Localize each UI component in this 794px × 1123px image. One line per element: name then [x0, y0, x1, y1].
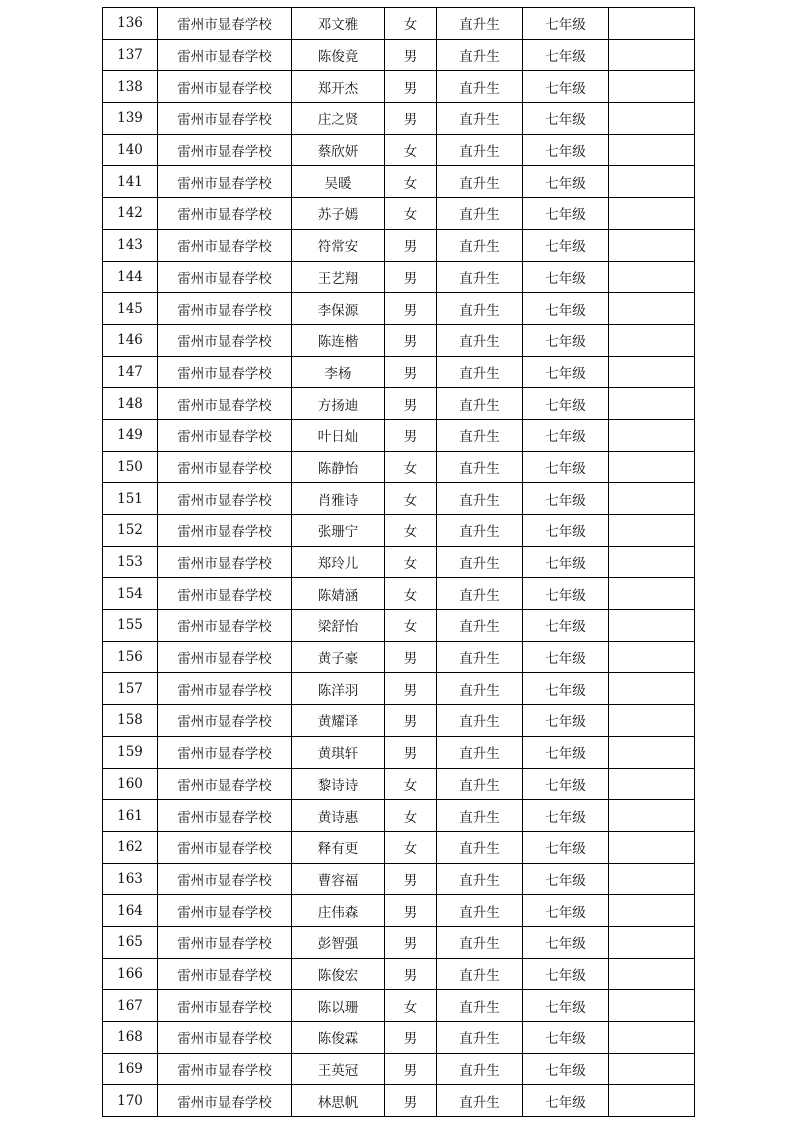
student-name-cell: 李杨 — [292, 356, 385, 388]
gender-cell: 女 — [385, 546, 437, 578]
row-number-cell: 160 — [103, 768, 158, 800]
admission-type-cell: 直升生 — [437, 705, 523, 737]
grade-cell: 七年级 — [523, 990, 609, 1022]
school-cell: 雷州市显春学校 — [158, 324, 292, 356]
admission-type-cell: 直升生 — [437, 8, 523, 40]
gender-cell: 女 — [385, 768, 437, 800]
note-cell — [609, 388, 695, 420]
table-row — [103, 71, 695, 103]
student-name-cell: 陈以珊 — [292, 990, 385, 1022]
admission-type-cell: 直升生 — [437, 800, 523, 832]
student-name-cell: 彭智强 — [292, 926, 385, 958]
gender-cell: 男 — [385, 261, 437, 293]
student-name-cell: 邓文雅 — [292, 8, 385, 40]
table-row — [103, 324, 695, 356]
gender-cell: 男 — [385, 71, 437, 103]
gender-cell: 男 — [385, 103, 437, 135]
school-cell: 雷州市显春学校 — [158, 641, 292, 673]
admission-type-cell: 直升生 — [437, 1053, 523, 1085]
gender-cell: 男 — [385, 673, 437, 705]
gender-cell: 男 — [385, 895, 437, 927]
school-cell: 雷州市显春学校 — [158, 388, 292, 420]
table-row — [103, 198, 695, 230]
gender-cell: 女 — [385, 134, 437, 166]
student-name-cell: 释有更 — [292, 831, 385, 863]
row-number-cell: 159 — [103, 736, 158, 768]
grade-cell: 七年级 — [523, 641, 609, 673]
school-cell: 雷州市显春学校 — [158, 800, 292, 832]
grade-cell: 七年级 — [523, 8, 609, 40]
school-cell: 雷州市显春学校 — [158, 1022, 292, 1054]
admission-type-cell: 直升生 — [437, 1022, 523, 1054]
gender-cell: 男 — [385, 641, 437, 673]
row-number-cell: 140 — [103, 134, 158, 166]
admission-type-cell: 直升生 — [437, 958, 523, 990]
student-roster-table — [102, 7, 695, 1117]
grade-cell: 七年级 — [523, 578, 609, 610]
gender-cell: 女 — [385, 610, 437, 642]
school-cell: 雷州市显春学校 — [158, 198, 292, 230]
row-number-cell: 147 — [103, 356, 158, 388]
gender-cell: 男 — [385, 388, 437, 420]
admission-type-cell: 直升生 — [437, 736, 523, 768]
note-cell — [609, 673, 695, 705]
note-cell — [609, 419, 695, 451]
student-name-cell: 黄子豪 — [292, 641, 385, 673]
row-number-cell: 151 — [103, 483, 158, 515]
grade-cell: 七年级 — [523, 419, 609, 451]
student-name-cell: 陈俊竟 — [292, 39, 385, 71]
grade-cell: 七年级 — [523, 768, 609, 800]
table-row — [103, 958, 695, 990]
grade-cell: 七年级 — [523, 863, 609, 895]
row-number-cell: 152 — [103, 515, 158, 547]
note-cell — [609, 166, 695, 198]
school-cell: 雷州市显春学校 — [158, 8, 292, 40]
student-name-cell: 肖雅诗 — [292, 483, 385, 515]
admission-type-cell: 直升生 — [437, 768, 523, 800]
student-name-cell: 张珊宁 — [292, 515, 385, 547]
student-name-cell: 蔡欣妍 — [292, 134, 385, 166]
table-row — [103, 546, 695, 578]
grade-cell: 七年级 — [523, 958, 609, 990]
school-cell: 雷州市显春学校 — [158, 926, 292, 958]
school-cell: 雷州市显春学校 — [158, 1085, 292, 1117]
school-cell: 雷州市显春学校 — [158, 261, 292, 293]
grade-cell: 七年级 — [523, 483, 609, 515]
gender-cell: 女 — [385, 990, 437, 1022]
row-number-cell: 167 — [103, 990, 158, 1022]
row-number-cell: 145 — [103, 293, 158, 325]
admission-type-cell: 直升生 — [437, 926, 523, 958]
table-row — [103, 1085, 695, 1117]
table-row — [103, 8, 695, 40]
gender-cell: 男 — [385, 705, 437, 737]
student-name-cell: 陈静怡 — [292, 451, 385, 483]
school-cell: 雷州市显春学校 — [158, 71, 292, 103]
school-cell: 雷州市显春学校 — [158, 229, 292, 261]
note-cell — [609, 324, 695, 356]
note-cell — [609, 768, 695, 800]
admission-type-cell: 直升生 — [437, 990, 523, 1022]
school-cell: 雷州市显春学校 — [158, 419, 292, 451]
admission-type-cell: 直升生 — [437, 578, 523, 610]
table-row — [103, 166, 695, 198]
note-cell — [609, 261, 695, 293]
student-name-cell: 黄耀译 — [292, 705, 385, 737]
gender-cell: 男 — [385, 39, 437, 71]
student-name-cell: 陈连楷 — [292, 324, 385, 356]
row-number-cell: 141 — [103, 166, 158, 198]
note-cell — [609, 895, 695, 927]
grade-cell: 七年级 — [523, 610, 609, 642]
gender-cell: 女 — [385, 800, 437, 832]
note-cell — [609, 134, 695, 166]
table-row — [103, 831, 695, 863]
student-name-cell: 吴暖 — [292, 166, 385, 198]
table-row — [103, 863, 695, 895]
row-number-cell: 164 — [103, 895, 158, 927]
school-cell: 雷州市显春学校 — [158, 831, 292, 863]
note-cell — [609, 229, 695, 261]
gender-cell: 女 — [385, 515, 437, 547]
roster-body — [103, 8, 695, 1117]
gender-cell: 男 — [385, 736, 437, 768]
student-name-cell: 庄之贤 — [292, 103, 385, 135]
row-number-cell: 137 — [103, 39, 158, 71]
grade-cell: 七年级 — [523, 1053, 609, 1085]
row-number-cell: 142 — [103, 198, 158, 230]
grade-cell: 七年级 — [523, 388, 609, 420]
row-number-cell: 154 — [103, 578, 158, 610]
note-cell — [609, 103, 695, 135]
table-row — [103, 483, 695, 515]
note-cell — [609, 641, 695, 673]
grade-cell: 七年级 — [523, 800, 609, 832]
gender-cell: 男 — [385, 356, 437, 388]
note-cell — [609, 578, 695, 610]
school-cell: 雷州市显春学校 — [158, 990, 292, 1022]
grade-cell: 七年级 — [523, 103, 609, 135]
student-name-cell: 李保源 — [292, 293, 385, 325]
grade-cell: 七年级 — [523, 39, 609, 71]
row-number-cell: 166 — [103, 958, 158, 990]
student-name-cell: 郑玲儿 — [292, 546, 385, 578]
row-number-cell: 169 — [103, 1053, 158, 1085]
student-name-cell: 叶日灿 — [292, 419, 385, 451]
row-number-cell: 158 — [103, 705, 158, 737]
grade-cell: 七年级 — [523, 134, 609, 166]
note-cell — [609, 515, 695, 547]
note-cell — [609, 546, 695, 578]
school-cell: 雷州市显春学校 — [158, 736, 292, 768]
note-cell — [609, 705, 695, 737]
grade-cell: 七年级 — [523, 546, 609, 578]
admission-type-cell: 直升生 — [437, 863, 523, 895]
grade-cell: 七年级 — [523, 831, 609, 863]
table-row — [103, 103, 695, 135]
gender-cell: 男 — [385, 1022, 437, 1054]
school-cell: 雷州市显春学校 — [158, 546, 292, 578]
admission-type-cell: 直升生 — [437, 166, 523, 198]
admission-type-cell: 直升生 — [437, 261, 523, 293]
grade-cell: 七年级 — [523, 895, 609, 927]
student-name-cell: 陈婧涵 — [292, 578, 385, 610]
table-row — [103, 800, 695, 832]
admission-type-cell: 直升生 — [437, 419, 523, 451]
grade-cell: 七年级 — [523, 71, 609, 103]
table-row — [103, 293, 695, 325]
school-cell: 雷州市显春学校 — [158, 863, 292, 895]
school-cell: 雷州市显春学校 — [158, 293, 292, 325]
table-row — [103, 419, 695, 451]
school-cell: 雷州市显春学校 — [158, 515, 292, 547]
gender-cell: 男 — [385, 229, 437, 261]
student-name-cell: 陈洋羽 — [292, 673, 385, 705]
note-cell — [609, 8, 695, 40]
gender-cell: 男 — [385, 293, 437, 325]
admission-type-cell: 直升生 — [437, 39, 523, 71]
table-row — [103, 926, 695, 958]
school-cell: 雷州市显春学校 — [158, 451, 292, 483]
gender-cell: 男 — [385, 1053, 437, 1085]
row-number-cell: 162 — [103, 831, 158, 863]
row-number-cell: 143 — [103, 229, 158, 261]
student-name-cell: 郑开杰 — [292, 71, 385, 103]
gender-cell: 男 — [385, 1085, 437, 1117]
grade-cell: 七年级 — [523, 198, 609, 230]
student-name-cell: 陈俊霖 — [292, 1022, 385, 1054]
grade-cell: 七年级 — [523, 166, 609, 198]
student-name-cell: 林思帆 — [292, 1085, 385, 1117]
gender-cell: 女 — [385, 578, 437, 610]
school-cell: 雷州市显春学校 — [158, 958, 292, 990]
note-cell — [609, 863, 695, 895]
table-row — [103, 895, 695, 927]
gender-cell: 男 — [385, 324, 437, 356]
student-name-cell: 苏子嫣 — [292, 198, 385, 230]
school-cell: 雷州市显春学校 — [158, 578, 292, 610]
note-cell — [609, 800, 695, 832]
table-row — [103, 1022, 695, 1054]
grade-cell: 七年级 — [523, 673, 609, 705]
gender-cell: 男 — [385, 863, 437, 895]
student-name-cell: 王艺翔 — [292, 261, 385, 293]
school-cell: 雷州市显春学校 — [158, 1053, 292, 1085]
row-number-cell: 149 — [103, 419, 158, 451]
note-cell — [609, 1053, 695, 1085]
row-number-cell: 170 — [103, 1085, 158, 1117]
note-cell — [609, 736, 695, 768]
row-number-cell: 165 — [103, 926, 158, 958]
admission-type-cell: 直升生 — [437, 103, 523, 135]
admission-type-cell: 直升生 — [437, 673, 523, 705]
student-name-cell: 黄诗惠 — [292, 800, 385, 832]
table-row — [103, 578, 695, 610]
admission-type-cell: 直升生 — [437, 293, 523, 325]
note-cell — [609, 39, 695, 71]
row-number-cell: 157 — [103, 673, 158, 705]
table-row — [103, 515, 695, 547]
note-cell — [609, 831, 695, 863]
admission-type-cell: 直升生 — [437, 229, 523, 261]
table-row — [103, 451, 695, 483]
grade-cell: 七年级 — [523, 356, 609, 388]
grade-cell: 七年级 — [523, 705, 609, 737]
admission-type-cell: 直升生 — [437, 134, 523, 166]
school-cell: 雷州市显春学校 — [158, 483, 292, 515]
grade-cell: 七年级 — [523, 736, 609, 768]
admission-type-cell: 直升生 — [437, 641, 523, 673]
school-cell: 雷州市显春学校 — [158, 39, 292, 71]
student-name-cell: 梁舒怡 — [292, 610, 385, 642]
table-row — [103, 39, 695, 71]
student-name-cell: 陈俊宏 — [292, 958, 385, 990]
admission-type-cell: 直升生 — [437, 895, 523, 927]
school-cell: 雷州市显春学校 — [158, 356, 292, 388]
grade-cell: 七年级 — [523, 1085, 609, 1117]
grade-cell: 七年级 — [523, 1022, 609, 1054]
row-number-cell: 139 — [103, 103, 158, 135]
note-cell — [609, 958, 695, 990]
note-cell — [609, 356, 695, 388]
table-row — [103, 768, 695, 800]
table-row — [103, 673, 695, 705]
gender-cell: 女 — [385, 483, 437, 515]
table-row — [103, 356, 695, 388]
grade-cell: 七年级 — [523, 324, 609, 356]
table-row — [103, 736, 695, 768]
gender-cell: 女 — [385, 451, 437, 483]
school-cell: 雷州市显春学校 — [158, 768, 292, 800]
student-name-cell: 曹容福 — [292, 863, 385, 895]
gender-cell: 女 — [385, 166, 437, 198]
grade-cell: 七年级 — [523, 293, 609, 325]
table-row — [103, 990, 695, 1022]
note-cell — [609, 610, 695, 642]
table-row — [103, 261, 695, 293]
row-number-cell: 136 — [103, 8, 158, 40]
school-cell: 雷州市显春学校 — [158, 103, 292, 135]
row-number-cell: 148 — [103, 388, 158, 420]
row-number-cell: 138 — [103, 71, 158, 103]
admission-type-cell: 直升生 — [437, 610, 523, 642]
admission-type-cell: 直升生 — [437, 198, 523, 230]
table-row — [103, 229, 695, 261]
table-row — [103, 641, 695, 673]
note-cell — [609, 451, 695, 483]
row-number-cell: 153 — [103, 546, 158, 578]
student-name-cell: 黎诗诗 — [292, 768, 385, 800]
gender-cell: 女 — [385, 8, 437, 40]
table-row — [103, 388, 695, 420]
admission-type-cell: 直升生 — [437, 388, 523, 420]
school-cell: 雷州市显春学校 — [158, 166, 292, 198]
row-number-cell: 161 — [103, 800, 158, 832]
note-cell — [609, 926, 695, 958]
row-number-cell: 144 — [103, 261, 158, 293]
student-name-cell: 黄琪轩 — [292, 736, 385, 768]
note-cell — [609, 71, 695, 103]
table-row — [103, 610, 695, 642]
note-cell — [609, 483, 695, 515]
admission-type-cell: 直升生 — [437, 546, 523, 578]
admission-type-cell: 直升生 — [437, 71, 523, 103]
gender-cell: 女 — [385, 831, 437, 863]
student-name-cell: 庄伟森 — [292, 895, 385, 927]
school-cell: 雷州市显春学校 — [158, 134, 292, 166]
table-row — [103, 134, 695, 166]
school-cell: 雷州市显春学校 — [158, 673, 292, 705]
admission-type-cell: 直升生 — [437, 831, 523, 863]
gender-cell: 男 — [385, 419, 437, 451]
student-name-cell: 王英冠 — [292, 1053, 385, 1085]
admission-type-cell: 直升生 — [437, 1085, 523, 1117]
table-row — [103, 705, 695, 737]
row-number-cell: 155 — [103, 610, 158, 642]
school-cell: 雷州市显春学校 — [158, 705, 292, 737]
student-name-cell: 符常安 — [292, 229, 385, 261]
student-name-cell: 方扬迪 — [292, 388, 385, 420]
grade-cell: 七年级 — [523, 515, 609, 547]
admission-type-cell: 直升生 — [437, 324, 523, 356]
note-cell — [609, 1022, 695, 1054]
grade-cell: 七年级 — [523, 261, 609, 293]
row-number-cell: 168 — [103, 1022, 158, 1054]
row-number-cell: 163 — [103, 863, 158, 895]
admission-type-cell: 直升生 — [437, 515, 523, 547]
school-cell: 雷州市显春学校 — [158, 895, 292, 927]
row-number-cell: 150 — [103, 451, 158, 483]
note-cell — [609, 1085, 695, 1117]
grade-cell: 七年级 — [523, 451, 609, 483]
row-number-cell: 146 — [103, 324, 158, 356]
note-cell — [609, 198, 695, 230]
row-number-cell: 156 — [103, 641, 158, 673]
school-cell: 雷州市显春学校 — [158, 610, 292, 642]
admission-type-cell: 直升生 — [437, 483, 523, 515]
admission-type-cell: 直升生 — [437, 451, 523, 483]
note-cell — [609, 990, 695, 1022]
gender-cell: 男 — [385, 958, 437, 990]
gender-cell: 女 — [385, 198, 437, 230]
grade-cell: 七年级 — [523, 229, 609, 261]
gender-cell: 男 — [385, 926, 437, 958]
admission-type-cell: 直升生 — [437, 356, 523, 388]
table-row — [103, 1053, 695, 1085]
grade-cell: 七年级 — [523, 926, 609, 958]
note-cell — [609, 293, 695, 325]
